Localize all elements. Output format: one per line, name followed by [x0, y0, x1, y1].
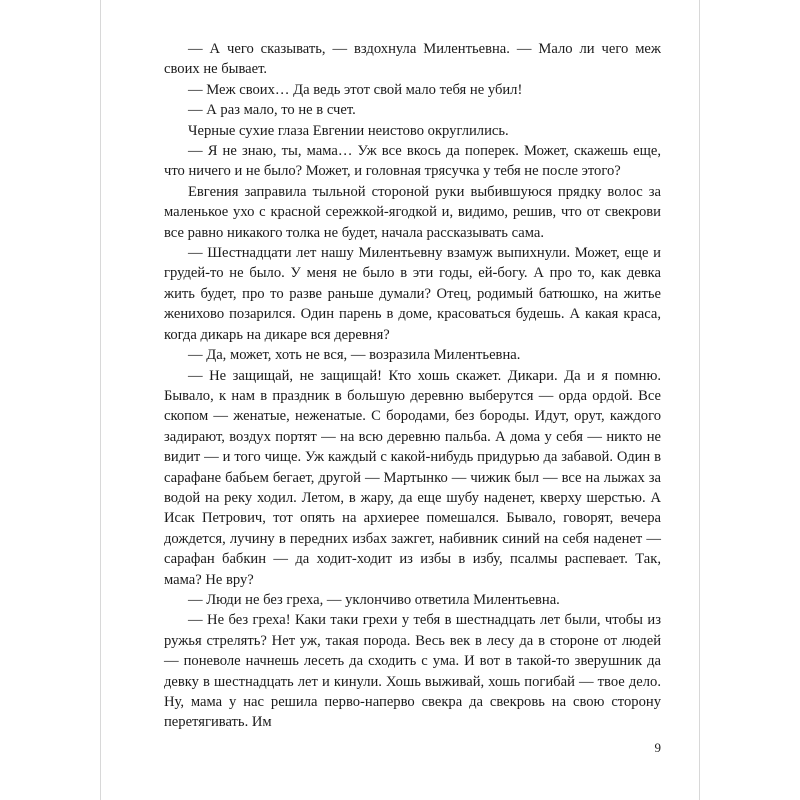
paragraph: — Не защищай, не защищай! Кто хошь скажет. Дикари. Да и я помню. Бывало, к нам в праздник в большую деревню выберутся — орда ордой. Все скопом — женатые, неженатые. С бородами, без бороды. Идут, орут, каждого задирают, воздух портят — на всю деревню пальба. А дома у себя — никто не видит — и того чище. Уж каждый с какой-нибудь придурью да забавой. Один в сарафане бабьем бегает, другой — Мартынко — чижик был — все на лыжах за водой на реку ходил. Летом, в жару, да еще шубу наденет, кверху шерстью. А Исак Петрович, тот опять на архиерее помешался. Бывало, говорят, вечера дождется, лучину в передних избах зажгет, набивник синий на себя наденет — сарафан бабкин — да ходит-ходит из избы в избу, псалмы распевает. Так, мама? Не вру?	[164, 367, 661, 588]
body-text	[164, 39, 661, 733]
page-edge-right	[699, 0, 700, 800]
page-number: 9	[654, 740, 661, 755]
paragraph: Евгения заправила тыльной стороной руки выбившуюся прядку волос за маленькое ухо с красной сережкой-ягодкой и, видимо, решив, что от свекрови все равно никакого толка не будет, начала рассказывать сама.	[164, 183, 661, 241]
paragraph: — Люди не без греха, — уклончиво ответила Милентьевна.	[188, 591, 560, 608]
paragraph: — Не без греха! Каки таки грехи у тебя в шестнадцать лет были, чтобы из ружья стрелять? Нет уж, такая порода. Весь век в лесу да в стороне от людей — поневоле начнешь лесеть да сходить с ума. И вот в такой-то зверушник да девку в шестнадцать лет и кинули. Хошь выживай, хошь погибай — твое дело. Ну, мама у нас решила перво-наперво свекра да свекровь на свою сторону перетягивать. Им	[164, 612, 661, 731]
paragraph: — Шестнадцати лет нашу Милентьевну взамуж выпихнули. Может, еще и грудей-то не было. У меня не было в эти годы, ей-богу. А про то, как девка жить будет, про то разве раньше думали? Отец, родимый батюшко, на житье женихово позарился. Один парень в доме, красоваться будешь. А какая краса, когда дикарь на дикаре вся деревня?	[164, 245, 661, 343]
paragraph: — Я не знаю, ты, мама… Уж все вкось да поперек. Может, скажешь еще, что ничего и не было? Может, и головная трясучка у тебя не после этого?	[164, 143, 661, 180]
paragraph: — А раз мало, то не в счет.	[188, 102, 356, 119]
book-page	[100, 0, 700, 800]
paragraph: — Да, может, хоть не вся, — возразила Милентьевна.	[188, 347, 521, 364]
paragraph: — Меж своих… Да ведь этот свой мало тебя не убил!	[188, 81, 523, 98]
paragraph: Черные сухие глаза Евгении неистово округлились.	[188, 122, 509, 139]
paragraph: — А чего сказывать, — вздохнула Милентьевна. — Мало ли чего меж своих не бывает.	[164, 41, 661, 78]
page-edge-left	[100, 0, 101, 800]
